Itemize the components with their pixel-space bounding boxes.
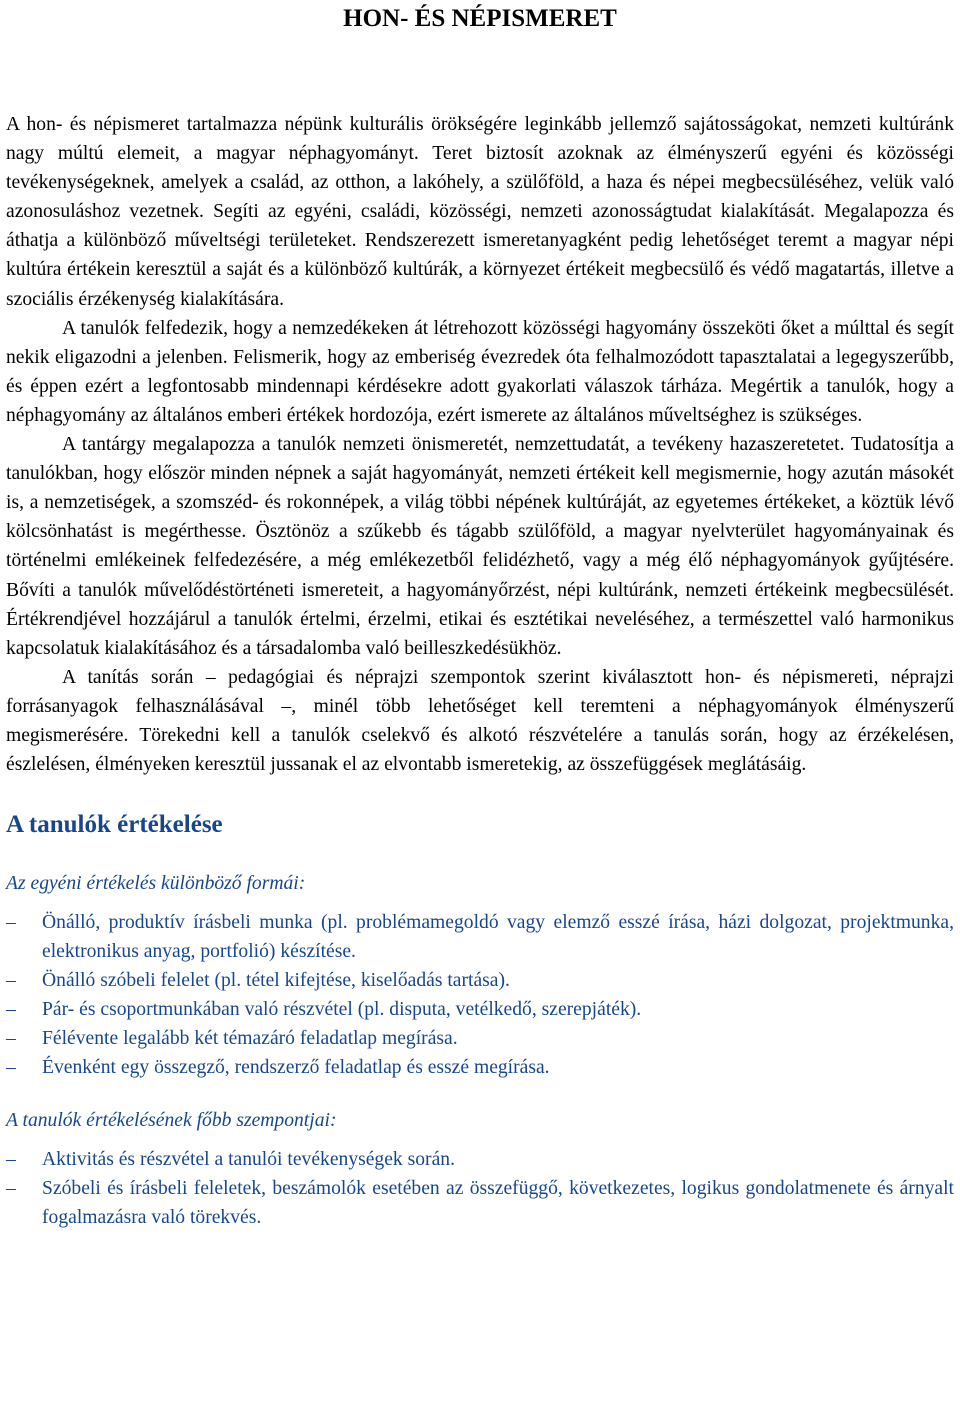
list-item — [6, 1174, 954, 1232]
dash-bullet-icon: – — [6, 970, 16, 992]
body-text — [6, 110, 954, 779]
evaluation-criteria-list — [6, 1145, 954, 1232]
paragraph-teaching: A tanítás során – pedagógiai és néprajzi szempontok szerint kiválasztott hon- és népismereti, néprajzi forrásanyagok felhasználásával –, minél több lehetőséget kell teremteni a néphagyományok élményszerű megismerésére. Törekedni kell a tanulók cselekvő és alkotó részvételére a tanulás során, hogy az érzékelésen, észlelésen, élményeken keresztül jussanak el az elvontabb ismeretekig, az összefüggések meglátásáig. — [6, 666, 954, 776]
dash-bullet-icon: – — [6, 1178, 16, 1200]
list-item-text: Önálló szóbeli felelet (pl. tétel kifejtése, kiselőadás tartása). — [42, 970, 510, 992]
list-item — [6, 1024, 954, 1053]
paragraph-subject: A tantárgy megalapozza a tanulók nemzeti önismeretét, nemzettudatát, a tevékeny hazaszeretetet. Tudatosítja a tanulókban, hogy először minden népnek a saját hagyományát, nemzeti értékeit kell megismernie, hogy azután másokét is, a nemzetiségek, a szomszéd- és rokonnépek, a világ többi népének kultúráját, az egyetemes értékeket, a köztük lévő kölcsönhatást is megérthesse. Ösztönöz a szűkebb és tágabb szülőföld, a magyar nyelvterület hagyományainak és történelmi emlékeinek felfedezésére, a még emlékezetből felidézhető, vagy a még élő néphagyományok gyűjtésére. Bővíti a tanulók művelődéstörténeti ismereteit, a hagyományőrzést, népi kultúránk, nemzeti értékeink megbecsülését. Értékrendjével hozzájárul a tanulók értelmi, érzelmi, etikai és esztétikai neveléséhez, a természettel való harmonikus kapcsolatuk kialakításához és a társadalomba való beilleszkedésükhöz. — [6, 434, 954, 659]
list-item-text: Szóbeli és írásbeli feleletek, beszámolók esetében az összefüggő, következetes, logikus gondolatmenete és árnyalt fogalmazásra való törekvés. — [42, 1178, 954, 1229]
paragraph-intro: A hon- és népismeret tartalmazza népünk kulturális örökségére leginkább jellemző sajátosságokat, nemzeti kultúránk nagy múltú elemeit, a magyar néphagyományt. Teret biztosít azoknak az élményszerű egyéni és közösségi tevékenységeknek, amelyek a család, az otthon, a lakóhely, a szülőföld, a haza és népei megbecsüléséhez, velük való azonosuláshoz vezetnek. Segíti az egyéni, családi, közösségi, nemzeti azonosságtudat kialakítását. Megalapozza és áthatja a különböző műveltségi területeket. Rendszerezett ismeretanyagként pedig lehetőséget teremt a magyar népi kultúra értékein keresztül a saját és a különböző kultúrák, a környezet értékeit megbecsülő és védő magatartás, illetve a szociális érzékenység kialakítására. — [6, 114, 954, 310]
dash-bullet-icon: – — [6, 912, 16, 934]
list-item-text: Félévente legalább két témazáró feladatlap megírása. — [42, 1028, 458, 1050]
list-item-text: Aktivitás és részvétel a tanulói tevékenységek során. — [42, 1149, 455, 1171]
subheading-evaluation-criteria: A tanulók értékelésének főbb szempontjai: — [6, 1110, 337, 1132]
list-item — [6, 966, 954, 995]
paragraph-discovery: A tanulók felfedezik, hogy a nemzedékeken át létrehozott közösségi hagyomány összeköti őket a múlttal és segít nekik eligazodni a jelenben. Felismerik, hogy az emberiség évezredek óta felhalmozódott tapasztalatai a legegyszerűbb, és éppen ezért a legfontosabb mindennapi kérdésekre adott gyakorlati válaszok tárháza. Megértik a tanulók, hogy a néphagyomány az általános emberi értékek hordozója, ezért ismerete az általános műveltséghez is szükséges. — [6, 317, 954, 426]
evaluation-forms-list — [6, 908, 954, 1082]
list-item — [6, 995, 954, 1024]
subheading-evaluation-forms: Az egyéni értékelés különböző formái: — [6, 873, 306, 895]
dash-bullet-icon: – — [6, 1057, 16, 1079]
dash-bullet-icon: – — [6, 999, 16, 1021]
list-item — [6, 908, 954, 966]
dash-bullet-icon: – — [6, 1028, 16, 1050]
list-item — [6, 1145, 954, 1174]
list-item-text: Önálló, produktív írásbeli munka (pl. problémamegoldó vagy elemző esszé írása, házi dolgozat, projektmunka, elektronikus anyag, portfolió) készítése. — [42, 912, 954, 963]
page-title: HON- ÉS NÉPISMERET — [343, 5, 617, 32]
section-heading-evaluation: A tanulók értékelése — [6, 811, 223, 839]
list-item-text: Pár- és csoportmunkában való részvétel (pl. disputa, vetélkedő, szerepjáték). — [42, 999, 642, 1021]
list-item — [6, 1053, 954, 1082]
list-item-text: Évenként egy összegző, rendszerző feladatlap és esszé megírása. — [42, 1057, 550, 1079]
dash-bullet-icon: – — [6, 1149, 16, 1171]
